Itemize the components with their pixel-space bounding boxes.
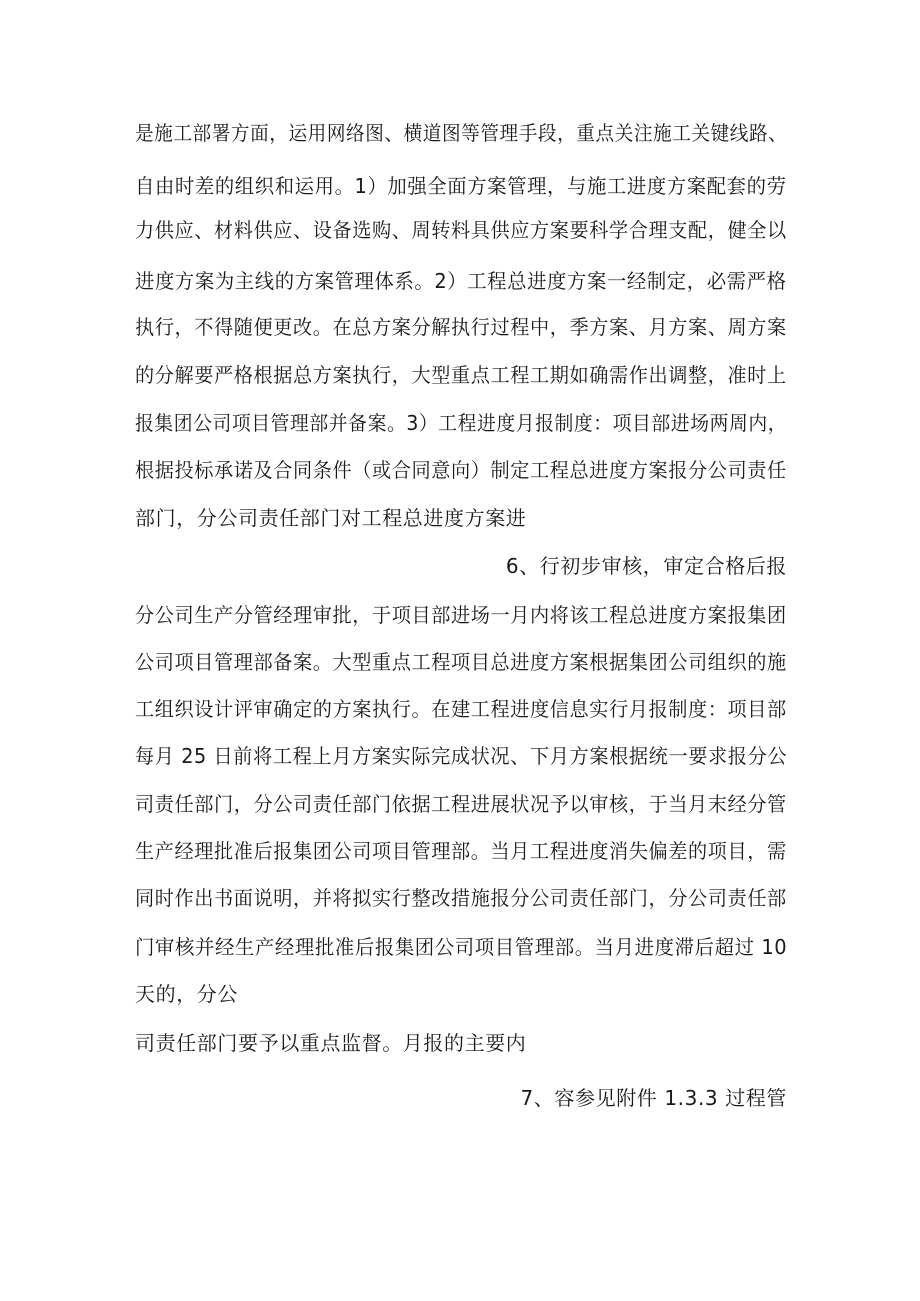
text-line: 部门，分公司责任部门对工程总进度方案进 [135,506,527,530]
text-line: 的分解要严格根据总方案执行，大型重点工程工期如确需作出调整，准时上 [135,363,787,387]
text-line: 工组织设计评审确定的方案执行。在建工程进度信息实行月报制度：项目部 [135,697,787,721]
text-line: 报集团公司项目管理部并备案。3）工程进度月报制度：项目部进场两周内， [135,411,788,435]
text-line: 司责任部门，分公司责任部门依据工程进展状况予以审核，于当月末经分管 [135,792,787,816]
text-line: 门审核并经生产经理批准后报集团公司项目管理部。当月进度滞后超过 10 [135,935,788,959]
text-line: 是施工部署方面，运用网络图、横道图等管理手段，重点关注施工关键线路、 [135,121,788,145]
text-line: 自由时差的组织和运用。1）加强全面方案管理，与施工进度方案配套的劳 [135,174,787,198]
text-line: 生产经理批准后报集团公司项目管理部。当月工程进度消失偏差的项目，需 [135,839,787,863]
text-line: 进度方案为主线的方案管理体系。2）工程总进度方案一经制定，必需严格 [135,269,787,293]
text-line: 天的，分公 [135,982,238,1006]
text-line: 分公司生产分管经理审批，于项目部进场一月内将该工程总进度方案报集团 [135,603,787,627]
numbered-heading-7: 7、容参见附件 1.3.3 过程管 [520,1086,787,1110]
text-line: 根据投标承诺及合同条件（或合同意向）制定工程总进度方案报分公司责任 [135,458,787,482]
text-line: 执行，不得随便更改。在总方案分解执行过程中，季方案、月方案、周方案 [135,315,787,339]
text-line: 司责任部门要予以重点监督。月报的主要内 [135,1031,527,1055]
text-line: 力供应、材料供应、设备选购、周转料具供应方案要科学合理支配，健全以 [135,218,787,242]
numbered-heading-6: 6、行初步审核，审定合格后报 [505,554,787,578]
text-line: 每月 25 日前将工程上月方案实际完成状况、下月方案根据统一要求报分公 [135,744,788,768]
text-line: 公司项目管理部备案。大型重点工程项目总进度方案根据集团公司组织的施 [135,650,787,674]
text-line: 同时作出书面说明，并将拟实行整改措施报分公司责任部门，分公司责任部 [135,886,787,910]
